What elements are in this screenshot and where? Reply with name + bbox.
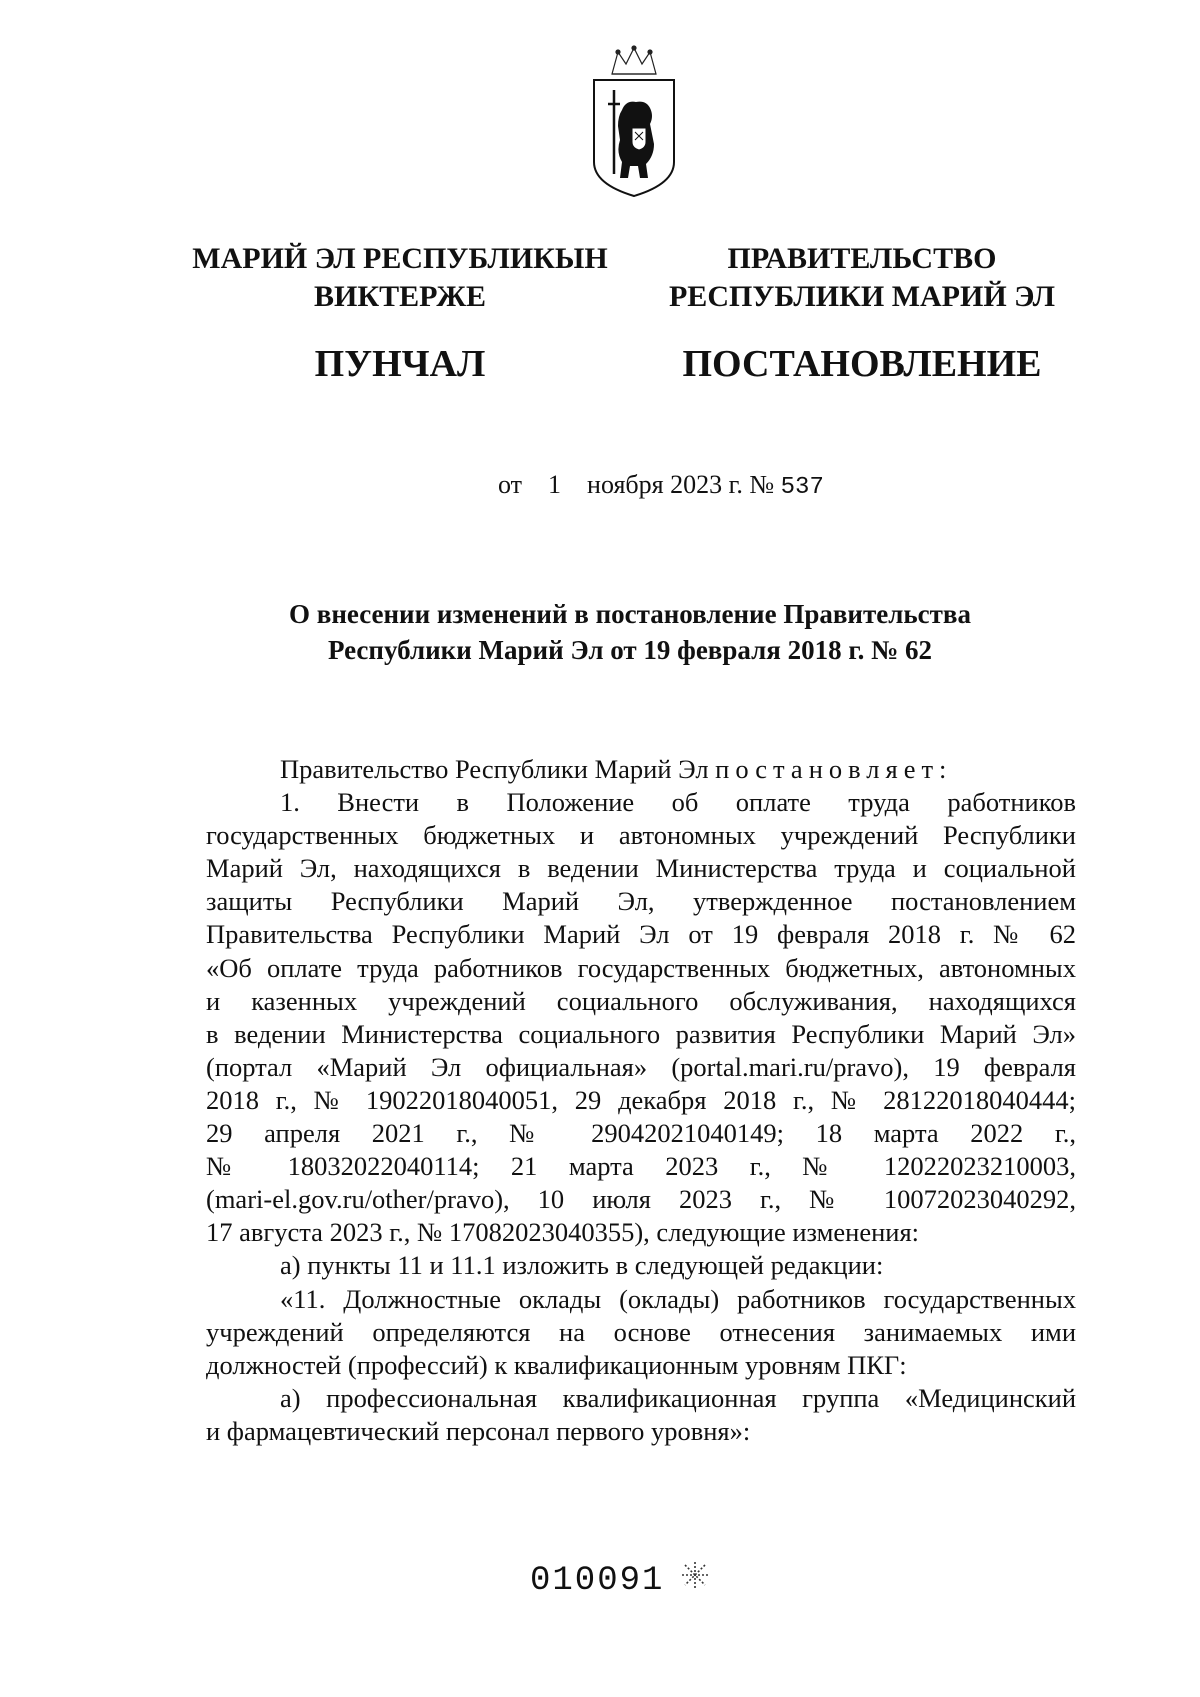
intro-spaced-verb: постановляет: (715, 754, 953, 784)
paragraph-line: а) профессиональная квалификационная группа «Медицинский (280, 1382, 1076, 1413)
paragraph-line: «Об оплате труда работников государственных бюджетных, автономных (206, 952, 1076, 983)
paragraph-line: в ведении Министерства социального развития Республики Марий Эл» (206, 1018, 1076, 1049)
paragraph-1 (206, 786, 1076, 1249)
asterisk-mark-icon (680, 1560, 710, 1590)
header-right-line2: РЕСПУБЛИКИ МАРИЙ ЭЛ (668, 280, 1055, 313)
document-date-line (498, 470, 824, 501)
header-left-line1: МАРИЙ ЭЛ РЕСПУБЛИКЫН (192, 242, 608, 275)
footer-serial-number: 010091 (530, 1562, 665, 1600)
header-russian-block (652, 240, 1072, 386)
paragraph-line: 2018 г., № 19022018040051, 29 декабря 2018 г., № 28122018040444; (206, 1084, 1076, 1115)
date-day: 1 (548, 470, 562, 499)
paragraph-2: а) пункты 11 и 11.1 изложить в следующей редакции: (280, 1250, 884, 1281)
header-left-title: ПУНЧАЛ (314, 343, 486, 385)
paragraph-line: 29 апреля 2021 г., № 29042021040149; 18 марта 2022 г., (206, 1118, 1076, 1149)
paragraph-4 (206, 1382, 1076, 1448)
intro-text: Правительство Республики Марий Эл (280, 754, 716, 784)
header-left-line2: ВИКТЕРЖЕ (313, 280, 487, 313)
paragraph-line: 17 августа 2023 г., № 17082023040355), следующие изменения: (206, 1217, 920, 1248)
date-prefix: от (498, 470, 523, 499)
paragraph-line: и казенных учреждений социального обслуживания, находящихся (206, 985, 1076, 1016)
paragraph-line: «11. Должностные оклады (оклады) работников государственных (280, 1283, 1076, 1314)
title-line2: Республики Марий Эл от 19 февраля 2018 г. № 62 (327, 635, 932, 665)
document-body (206, 753, 1076, 1448)
paragraph-line: 1. Внести в Положение об оплате труда работников (280, 787, 1076, 818)
document-number: 537 (780, 474, 824, 501)
paragraph-3 (206, 1283, 1076, 1382)
paragraph-line: должностей (профессий) к квалификационным уровням ПКГ: (206, 1349, 907, 1380)
date-month-year: ноября 2023 г. № (587, 470, 775, 499)
header-marij-block (170, 240, 630, 386)
paragraph-line: № 18032022040114; 21 марта 2023 г., № 12022023210003, (206, 1151, 1076, 1182)
title-line1: О внесении изменений в постановление Правительства (289, 599, 971, 629)
header-right-line1: ПРАВИТЕЛЬСТВО (727, 242, 997, 275)
paragraph-line: (mari-el.gov.ru/other/pravo), 10 июля 2023 г., № 10072023040292, (206, 1184, 1076, 1215)
header-right-title: ПОСТАНОВЛЕНИЕ (682, 343, 1042, 385)
paragraph-line: Марий Эл, находящихся в ведении Министерства труда и социальной (206, 853, 1076, 884)
paragraph-line: и фармацевтический персонал первого уровня»: (206, 1415, 751, 1446)
paragraph-line: защиты Республики Марий Эл, утвержденное постановлением (206, 886, 1076, 917)
document-title (200, 596, 1060, 668)
paragraph-line: (портал «Марий Эл официальная» (portal.mari.ru/pravo), 19 февраля (206, 1051, 1076, 1082)
coat-of-arms-emblem (588, 44, 680, 202)
intro-paragraph (206, 753, 1076, 786)
paragraph-line: Правительства Республики Марий Эл от 19 февраля 2018 г. № 62 (206, 919, 1076, 950)
paragraph-line: государственных бюджетных и автономных учреждений Республики (206, 820, 1076, 851)
paragraph-line: учреждений определяются на основе отнесения занимаемых ими (206, 1316, 1076, 1347)
